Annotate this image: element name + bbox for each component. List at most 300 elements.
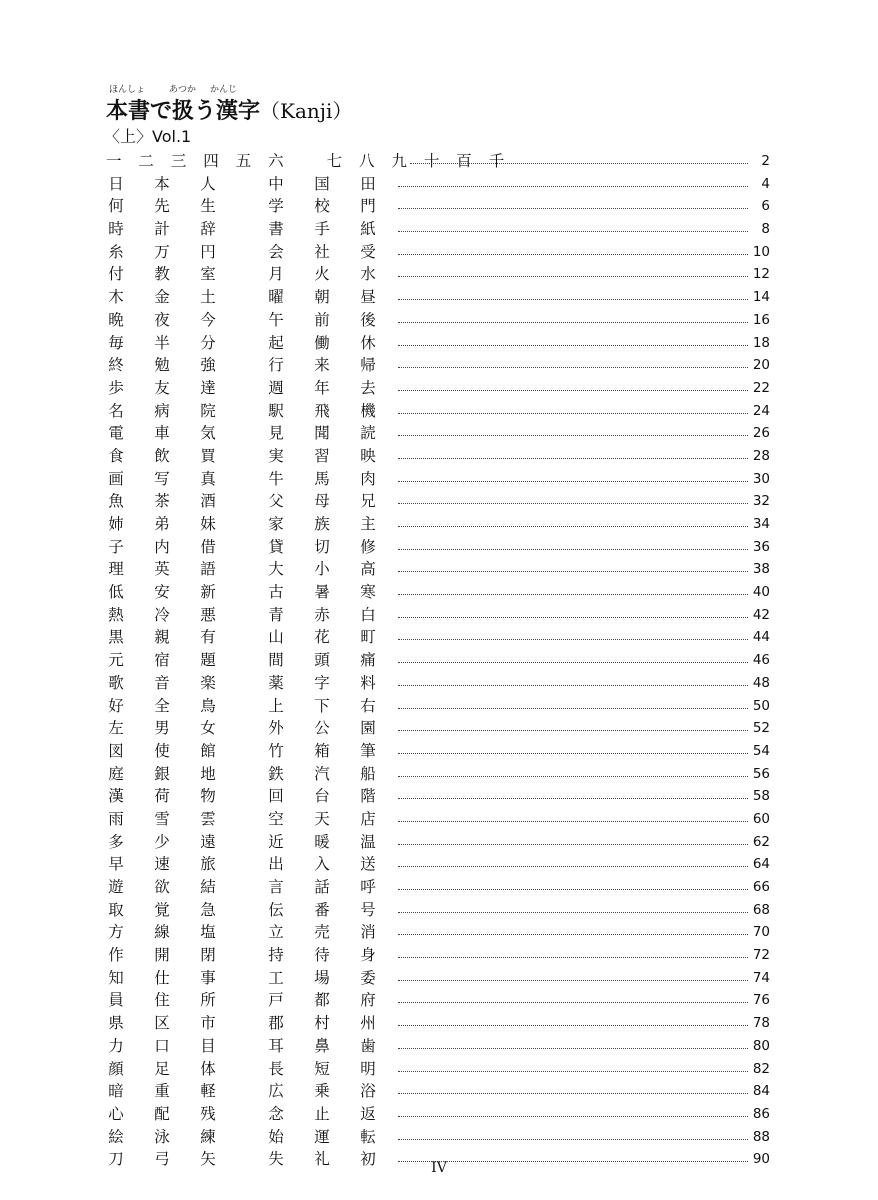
index-row bbox=[0, 785, 878, 808]
kanji-char: 体 bbox=[200, 1059, 216, 1078]
page-ref: 86 bbox=[752, 1105, 770, 1122]
kanji-char: 元 bbox=[108, 651, 124, 670]
kanji-char: 雪 bbox=[154, 809, 170, 828]
numerals-line bbox=[106, 150, 510, 173]
kanji-char: 下 bbox=[314, 696, 330, 715]
kanji-char: 州 bbox=[360, 1014, 376, 1033]
kanji-char: 返 bbox=[360, 1104, 376, 1123]
kanji-char: 運 bbox=[314, 1127, 330, 1146]
kanji-char: 前 bbox=[314, 310, 330, 329]
kanji-char: 会 bbox=[268, 242, 284, 261]
page-ref: 22 bbox=[752, 379, 770, 396]
kanji-char: 車 bbox=[154, 424, 170, 443]
index-row bbox=[0, 604, 878, 627]
kanji-char: 何 bbox=[108, 197, 124, 216]
page-ref: 66 bbox=[752, 879, 770, 895]
kanji-char: 門 bbox=[360, 197, 376, 216]
index-row bbox=[0, 1012, 878, 1035]
kanji-char: 回 bbox=[268, 787, 284, 806]
kanji-char: 近 bbox=[268, 832, 284, 851]
kanji-char: 青 bbox=[268, 605, 284, 624]
kanji-char: 台 bbox=[314, 787, 330, 806]
kanji-char: 生 bbox=[200, 197, 216, 216]
kanji-char: 半 bbox=[154, 333, 170, 352]
kanji-char: 市 bbox=[200, 1014, 216, 1033]
index-row bbox=[0, 581, 878, 604]
kanji-char: 気 bbox=[200, 424, 216, 443]
kanji-char: 女 bbox=[200, 719, 216, 738]
kanji-char: 外 bbox=[268, 719, 284, 738]
title-block bbox=[106, 82, 352, 125]
numerals-group-b: 七 八 九 十 百 千 bbox=[326, 152, 511, 170]
kanji-char: 塩 bbox=[200, 923, 216, 942]
index-row bbox=[0, 831, 878, 854]
kanji-char: 始 bbox=[268, 1127, 284, 1146]
kanji-char: 画 bbox=[108, 469, 124, 488]
kanji-char: 毎 bbox=[108, 333, 124, 352]
kanji-char: 馬 bbox=[314, 469, 330, 488]
dot-leader bbox=[398, 1139, 748, 1140]
kanji-char: 午 bbox=[268, 310, 284, 329]
kanji-char: 低 bbox=[108, 583, 124, 602]
kanji-char: 花 bbox=[314, 628, 330, 647]
kanji-char: 伝 bbox=[268, 900, 284, 919]
kanji-char: 後 bbox=[360, 310, 376, 329]
index-row bbox=[0, 944, 878, 967]
kanji-char: 新 bbox=[200, 583, 216, 602]
kanji-char: 茶 bbox=[154, 492, 170, 511]
kanji-char: 辞 bbox=[200, 220, 216, 239]
kanji-char: 取 bbox=[108, 900, 124, 919]
kanji-char: 子 bbox=[108, 537, 124, 556]
dot-leader bbox=[398, 186, 748, 187]
kanji-char: 全 bbox=[154, 696, 170, 715]
dot-leader bbox=[398, 231, 748, 232]
kanji-char: 古 bbox=[268, 583, 284, 602]
page-ref: 24 bbox=[752, 402, 770, 419]
kanji-char: 有 bbox=[200, 628, 216, 647]
kanji-char: 朝 bbox=[314, 288, 330, 307]
dot-leader bbox=[398, 526, 748, 527]
kanji-char: 夜 bbox=[154, 310, 170, 329]
kanji-char: 雨 bbox=[108, 809, 124, 828]
kanji-char: 広 bbox=[268, 1082, 284, 1101]
page-ref: 54 bbox=[752, 742, 770, 759]
kanji-char: 室 bbox=[200, 265, 216, 284]
kanji-char: 覚 bbox=[154, 900, 170, 919]
kanji-char: 急 bbox=[200, 900, 216, 919]
kanji-char: 聞 bbox=[314, 424, 330, 443]
kanji-char: 去 bbox=[360, 378, 376, 397]
kanji-char: 公 bbox=[314, 719, 330, 738]
kanji-char: 漢 bbox=[108, 787, 124, 806]
page-ref: 48 bbox=[752, 674, 770, 691]
page-ref: 56 bbox=[752, 765, 770, 782]
kanji-char: 酒 bbox=[200, 492, 216, 511]
kanji-char: 友 bbox=[154, 378, 170, 397]
kanji-char: 姉 bbox=[108, 515, 124, 533]
index-row bbox=[0, 853, 878, 876]
kanji-char: 主 bbox=[360, 515, 376, 533]
kanji-char: 院 bbox=[200, 401, 216, 420]
kanji-char: 呼 bbox=[360, 878, 376, 896]
kanji-char: 強 bbox=[200, 356, 216, 375]
kanji-char: 習 bbox=[314, 446, 330, 465]
kanji-char: 晩 bbox=[108, 310, 124, 329]
kanji-char: 階 bbox=[360, 787, 376, 806]
index-row bbox=[0, 695, 878, 718]
kanji-char: 短 bbox=[314, 1059, 330, 1078]
page-ref: 68 bbox=[752, 901, 770, 918]
dot-leader bbox=[398, 617, 748, 618]
page-ref: 8 bbox=[761, 221, 770, 238]
kanji-char: 水 bbox=[360, 265, 376, 284]
index-row bbox=[0, 649, 878, 672]
kanji-char: 転 bbox=[360, 1127, 376, 1146]
kanji-char: 歩 bbox=[108, 378, 124, 397]
kanji-char: 学 bbox=[268, 197, 284, 216]
kanji-char: 持 bbox=[268, 946, 284, 965]
kanji-char: 作 bbox=[108, 946, 124, 965]
kanji-char: 買 bbox=[200, 446, 216, 465]
page-ref: 58 bbox=[752, 788, 770, 805]
kanji-char: 乗 bbox=[314, 1082, 330, 1101]
kanji-char: 矢 bbox=[200, 1150, 216, 1169]
kanji-char: 語 bbox=[200, 560, 216, 579]
kanji-char: 妹 bbox=[200, 515, 216, 533]
kanji-char: 身 bbox=[360, 946, 376, 965]
dot-leader bbox=[398, 390, 748, 391]
kanji-char: 委 bbox=[360, 968, 376, 987]
page-ref: 46 bbox=[752, 652, 770, 669]
page-ref: 16 bbox=[752, 311, 770, 328]
kanji-char: 土 bbox=[200, 288, 216, 307]
kanji-char: 白 bbox=[360, 605, 376, 624]
kanji-char: 付 bbox=[108, 265, 124, 284]
kanji-char: 宿 bbox=[154, 651, 170, 670]
kanji-char: 勉 bbox=[154, 356, 170, 375]
kanji-char: 郡 bbox=[268, 1014, 284, 1033]
page-ref: 20 bbox=[752, 357, 770, 374]
dot-leader bbox=[398, 1002, 748, 1003]
kanji-char: 小 bbox=[314, 560, 330, 579]
kanji-char: 県 bbox=[108, 1014, 124, 1033]
kanji-char: 火 bbox=[314, 265, 330, 284]
kanji-char: 工 bbox=[268, 968, 284, 987]
kanji-char: 船 bbox=[360, 764, 376, 783]
index-row bbox=[0, 626, 878, 649]
dot-leader bbox=[398, 571, 748, 572]
page-ref: 82 bbox=[752, 1060, 770, 1077]
kanji-char: 男 bbox=[154, 719, 170, 738]
kanji-char: 止 bbox=[314, 1104, 330, 1123]
kanji-char: 魚 bbox=[108, 492, 124, 511]
kanji-char: 顔 bbox=[108, 1059, 124, 1078]
dot-leader bbox=[398, 276, 748, 277]
numerals-group-a: 一 二 三 四 五 六 bbox=[106, 152, 290, 170]
index-row bbox=[0, 173, 878, 196]
kanji-char: 図 bbox=[108, 741, 124, 760]
index-row bbox=[0, 558, 878, 581]
index-row bbox=[0, 400, 878, 423]
kanji-char: 電 bbox=[108, 424, 124, 443]
kanji-char: 右 bbox=[360, 696, 376, 715]
kanji-char: 受 bbox=[360, 242, 376, 261]
kanji-char: 天 bbox=[314, 809, 330, 828]
kanji-char: 話 bbox=[314, 878, 330, 896]
page-ref: 52 bbox=[752, 720, 770, 737]
kanji-char: 親 bbox=[154, 628, 170, 647]
kanji-char: 達 bbox=[200, 378, 216, 397]
kanji-char: 赤 bbox=[314, 605, 330, 624]
kanji-char: 薬 bbox=[268, 673, 284, 692]
dot-leader bbox=[398, 322, 748, 323]
dot-leader bbox=[398, 912, 748, 913]
kanji-char: 肉 bbox=[360, 469, 376, 488]
page-ref: 60 bbox=[752, 810, 770, 827]
kanji-char: 真 bbox=[200, 469, 216, 488]
dot-leader bbox=[398, 458, 748, 459]
kanji-char: 牛 bbox=[268, 469, 284, 488]
kanji-char: 悪 bbox=[200, 605, 216, 624]
kanji-char: 上 bbox=[268, 696, 284, 715]
kanji-char: 汽 bbox=[314, 764, 330, 783]
dot-leader bbox=[398, 435, 748, 436]
index-row bbox=[0, 218, 878, 241]
kanji-char: 目 bbox=[200, 1036, 216, 1055]
kanji-char: 使 bbox=[154, 741, 170, 760]
kanji-char: 休 bbox=[360, 333, 376, 352]
kanji-char: 念 bbox=[268, 1104, 284, 1123]
index-row bbox=[0, 808, 878, 831]
kanji-char: 口 bbox=[154, 1036, 170, 1055]
kanji-char: 月 bbox=[268, 265, 284, 284]
page-ref: 80 bbox=[752, 1037, 770, 1054]
kanji-char: 町 bbox=[360, 628, 376, 647]
page-ref: 50 bbox=[752, 697, 770, 714]
kanji-char: 本 bbox=[154, 174, 170, 193]
kanji-char: 字 bbox=[314, 673, 330, 692]
kanji-char: 都 bbox=[314, 991, 330, 1010]
dot-leader bbox=[398, 208, 748, 209]
kanji-char: 写 bbox=[154, 469, 170, 488]
kanji-char: 教 bbox=[154, 265, 170, 284]
kanji-char: 年 bbox=[314, 378, 330, 397]
index-row bbox=[0, 536, 878, 559]
kanji-char: 温 bbox=[360, 832, 376, 851]
kanji-char: 弓 bbox=[154, 1150, 170, 1169]
kanji-char: 計 bbox=[154, 220, 170, 239]
kanji-char: 絵 bbox=[108, 1127, 124, 1146]
kanji-char: 病 bbox=[154, 401, 170, 420]
page-ref: 18 bbox=[752, 334, 770, 351]
kanji-char: 府 bbox=[360, 991, 376, 1010]
index-row-numerals bbox=[0, 150, 878, 173]
page-ref: 6 bbox=[761, 198, 770, 215]
kanji-char: 料 bbox=[360, 673, 376, 692]
index-row bbox=[0, 672, 878, 695]
page-number: IV bbox=[431, 1160, 447, 1176]
index-row bbox=[0, 740, 878, 763]
kanji-char: 鉄 bbox=[268, 764, 284, 783]
kanji-char: 重 bbox=[154, 1082, 170, 1101]
kanji-char: 鼻 bbox=[314, 1036, 330, 1055]
kanji-char: 刀 bbox=[108, 1150, 124, 1169]
kanji-char: 見 bbox=[268, 424, 284, 443]
page-title-latin: （Kanji） bbox=[260, 99, 353, 123]
kanji-char: 頭 bbox=[314, 651, 330, 670]
kanji-char: 校 bbox=[314, 197, 330, 216]
kanji-char: 入 bbox=[314, 855, 330, 874]
kanji-char: 田 bbox=[360, 174, 376, 193]
kanji-char: 結 bbox=[200, 878, 216, 896]
kanji-char: 多 bbox=[108, 832, 124, 851]
kanji-char: 言 bbox=[268, 878, 284, 896]
dot-leader bbox=[398, 345, 748, 346]
kanji-char: 員 bbox=[108, 991, 124, 1010]
kanji-char: 力 bbox=[108, 1036, 124, 1055]
dot-leader bbox=[398, 1048, 748, 1049]
kanji-char: 軽 bbox=[200, 1082, 216, 1101]
dot-leader bbox=[398, 1071, 748, 1072]
kanji-char: 練 bbox=[200, 1127, 216, 1146]
kanji-char: 映 bbox=[360, 446, 376, 465]
kanji-char: 遠 bbox=[200, 832, 216, 851]
kanji-char: 食 bbox=[108, 446, 124, 465]
kanji-char: 痛 bbox=[360, 651, 376, 670]
kanji-char: 紙 bbox=[360, 220, 376, 239]
kanji-char: 線 bbox=[154, 923, 170, 942]
page-ref: 72 bbox=[752, 947, 770, 964]
dot-leader bbox=[398, 413, 748, 414]
dot-leader bbox=[398, 753, 748, 754]
kanji-char: 園 bbox=[360, 719, 376, 738]
furigana-atsuka: あつか bbox=[169, 85, 197, 95]
kanji-char: 黒 bbox=[108, 628, 124, 647]
kanji-char: 家 bbox=[268, 515, 284, 533]
kanji-char: 先 bbox=[154, 197, 170, 216]
kanji-char: 題 bbox=[200, 651, 216, 670]
kanji-char: 父 bbox=[268, 492, 284, 511]
kanji-char: 歯 bbox=[360, 1036, 376, 1055]
dot-leader bbox=[398, 821, 748, 822]
kanji-char: 暑 bbox=[314, 583, 330, 602]
kanji-char: 銀 bbox=[154, 764, 170, 783]
page-ref: 30 bbox=[752, 470, 770, 487]
dot-leader bbox=[398, 503, 748, 504]
kanji-char: 曜 bbox=[268, 288, 284, 307]
kanji-char: 飛 bbox=[314, 401, 330, 420]
kanji-char: 知 bbox=[108, 968, 124, 987]
kanji-char: 竹 bbox=[268, 741, 284, 760]
kanji-char: 旅 bbox=[200, 855, 216, 874]
dot-leader bbox=[398, 934, 748, 935]
index-row bbox=[0, 1035, 878, 1058]
dot-leader bbox=[410, 163, 748, 164]
kanji-index bbox=[0, 150, 878, 1171]
kanji-char: 遊 bbox=[108, 878, 124, 896]
kanji-char: 内 bbox=[154, 537, 170, 556]
kanji-char: 荷 bbox=[154, 787, 170, 806]
dot-leader bbox=[398, 844, 748, 845]
dot-leader bbox=[398, 730, 748, 731]
kanji-char: 住 bbox=[154, 991, 170, 1010]
kanji-char: 欲 bbox=[154, 878, 170, 896]
dot-leader bbox=[398, 662, 748, 663]
kanji-char: 暖 bbox=[314, 832, 330, 851]
dot-leader bbox=[398, 481, 748, 482]
furigana-kanji: かんじ bbox=[210, 85, 238, 95]
page-title-text: 本書で扱う漢字 bbox=[106, 99, 261, 124]
kanji-char: 時 bbox=[108, 220, 124, 239]
kanji-char: 国 bbox=[314, 174, 330, 193]
furigana-row bbox=[106, 82, 352, 96]
kanji-char: 借 bbox=[200, 537, 216, 556]
page-title bbox=[106, 94, 352, 125]
kanji-char: 浴 bbox=[360, 1082, 376, 1101]
index-row bbox=[0, 989, 878, 1012]
page-ref: 38 bbox=[752, 561, 770, 578]
kanji-char: 区 bbox=[154, 1014, 170, 1033]
page-ref: 42 bbox=[752, 606, 770, 623]
dot-leader bbox=[398, 1116, 748, 1117]
page-ref: 74 bbox=[752, 969, 770, 986]
kanji-char: 間 bbox=[268, 651, 284, 670]
page-ref: 12 bbox=[752, 266, 770, 283]
kanji-char: 番 bbox=[314, 900, 330, 919]
kanji-char: 安 bbox=[154, 583, 170, 602]
kanji-char: 物 bbox=[200, 787, 216, 806]
kanji-char: 開 bbox=[154, 946, 170, 965]
kanji-char: 少 bbox=[154, 832, 170, 851]
kanji-char: 心 bbox=[108, 1104, 124, 1123]
page-ref: 36 bbox=[752, 538, 770, 555]
kanji-char: 終 bbox=[108, 356, 124, 375]
index-row bbox=[0, 763, 878, 786]
index-row bbox=[0, 1058, 878, 1081]
kanji-char: 好 bbox=[108, 696, 124, 715]
kanji-char: 待 bbox=[314, 946, 330, 965]
kanji-char: 耳 bbox=[268, 1036, 284, 1055]
kanji-char: 失 bbox=[268, 1150, 284, 1169]
kanji-char: 所 bbox=[200, 991, 216, 1010]
kanji-char: 号 bbox=[360, 900, 376, 919]
kanji-char: 戸 bbox=[268, 991, 284, 1010]
dot-leader bbox=[398, 254, 748, 255]
index-row bbox=[0, 899, 878, 922]
kanji-char: 初 bbox=[360, 1150, 376, 1169]
kanji-char: 速 bbox=[154, 855, 170, 874]
page-ref: 10 bbox=[752, 243, 770, 260]
furigana-honsho: ほんしょ bbox=[109, 85, 146, 95]
kanji-char: 左 bbox=[108, 719, 124, 738]
kanji-char: 万 bbox=[154, 242, 170, 261]
dot-leader bbox=[398, 1025, 748, 1026]
dot-leader bbox=[398, 685, 748, 686]
kanji-char: 歌 bbox=[108, 673, 124, 692]
kanji-char: 高 bbox=[360, 560, 376, 579]
kanji-char: 長 bbox=[268, 1059, 284, 1078]
kanji-char: 昼 bbox=[360, 288, 376, 307]
kanji-char: 消 bbox=[360, 923, 376, 942]
index-row bbox=[0, 1103, 878, 1126]
kanji-char: 貸 bbox=[268, 537, 284, 556]
index-row bbox=[0, 241, 878, 264]
kanji-char: 金 bbox=[154, 288, 170, 307]
page-ref: 4 bbox=[761, 175, 770, 192]
kanji-char: 飲 bbox=[154, 446, 170, 465]
kanji-char: 名 bbox=[108, 401, 124, 420]
